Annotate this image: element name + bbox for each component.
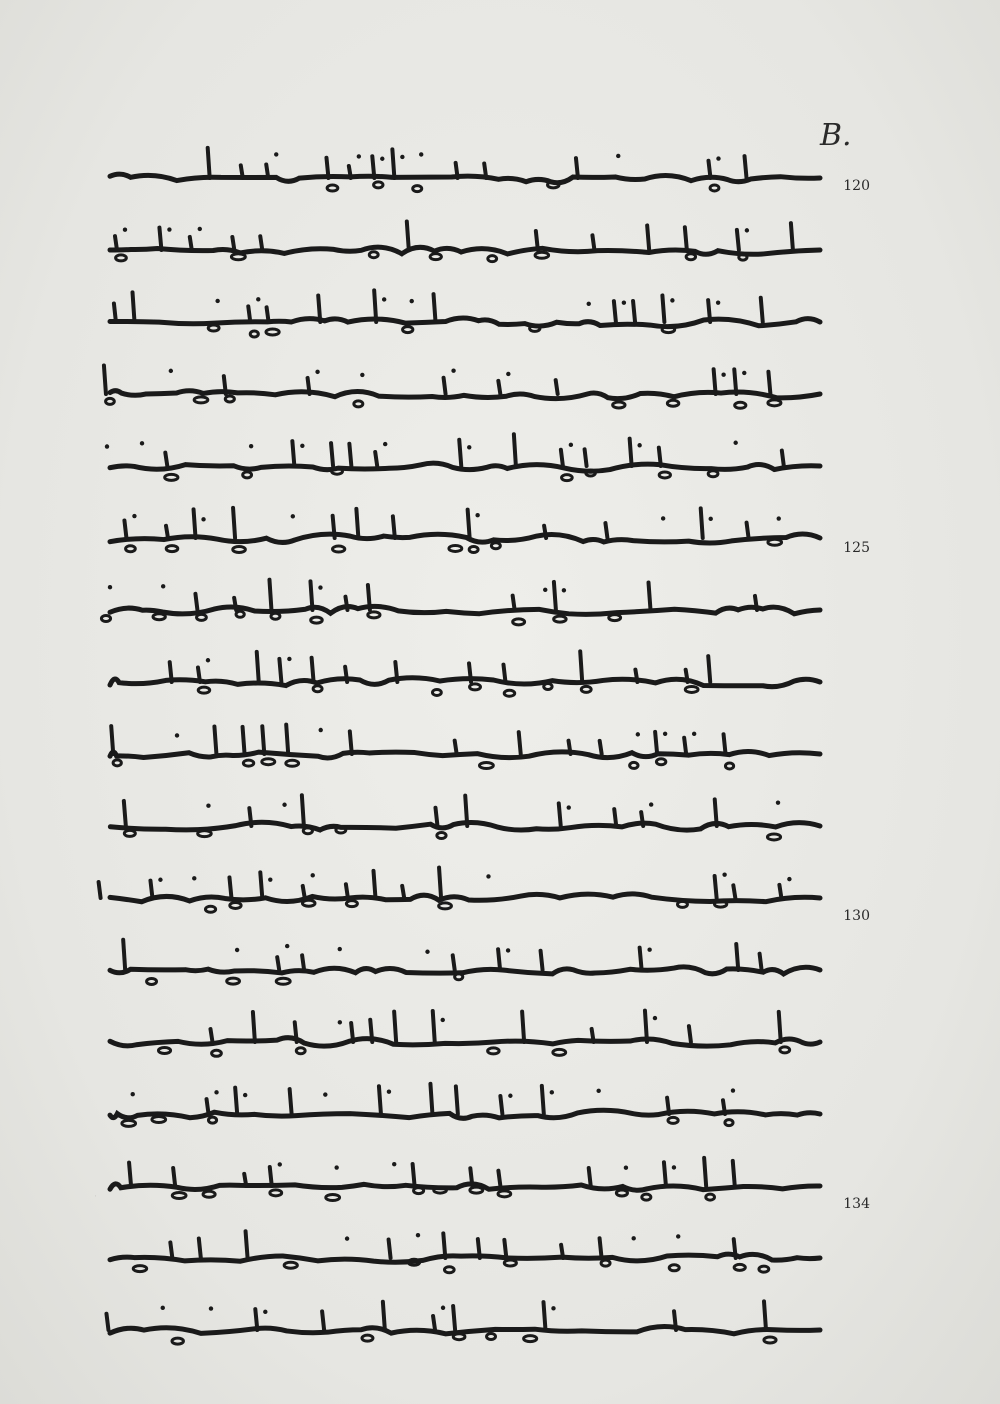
manuscript-line	[95, 1076, 830, 1136]
line-number-125: 125	[843, 540, 870, 556]
manuscript-line	[95, 212, 830, 272]
folio-letter: B.	[820, 118, 852, 153]
calligraphy-strokes	[95, 1076, 830, 1136]
calligraphy-strokes	[95, 1148, 830, 1208]
manuscript-line	[95, 1292, 830, 1352]
line-number-130: 130	[843, 908, 870, 924]
manuscript-line	[95, 572, 830, 632]
calligraphy-strokes	[95, 140, 830, 200]
calligraphy-strokes	[95, 1220, 830, 1280]
manuscript-line	[95, 140, 830, 200]
calligraphy-strokes	[95, 428, 830, 488]
manuscript-line	[95, 1220, 830, 1280]
calligraphy-strokes	[95, 356, 830, 416]
manuscript-line	[95, 932, 830, 992]
calligraphy-strokes	[95, 932, 830, 992]
calligraphy-strokes	[95, 1004, 830, 1064]
manuscript-line	[95, 644, 830, 704]
calligraphy-strokes	[95, 500, 830, 560]
manuscript-line	[95, 716, 830, 776]
manuscript-line	[95, 428, 830, 488]
manuscript-line	[95, 1004, 830, 1064]
manuscript-line	[95, 356, 830, 416]
manuscript-line	[95, 500, 830, 560]
calligraphy-strokes	[95, 788, 830, 848]
calligraphy-strokes	[95, 1292, 830, 1352]
line-number-134: 134	[843, 1196, 870, 1212]
manuscript-line	[95, 284, 830, 344]
manuscript-line	[95, 788, 830, 848]
calligraphy-strokes	[95, 860, 830, 920]
calligraphy-strokes	[95, 284, 830, 344]
calligraphy-strokes	[95, 644, 830, 704]
manuscript-line	[95, 860, 830, 920]
calligraphy-strokes	[95, 572, 830, 632]
line-number-120: 120	[843, 178, 870, 194]
calligraphy-strokes	[95, 716, 830, 776]
manuscript-line	[95, 1148, 830, 1208]
calligraphy-strokes	[95, 212, 830, 272]
